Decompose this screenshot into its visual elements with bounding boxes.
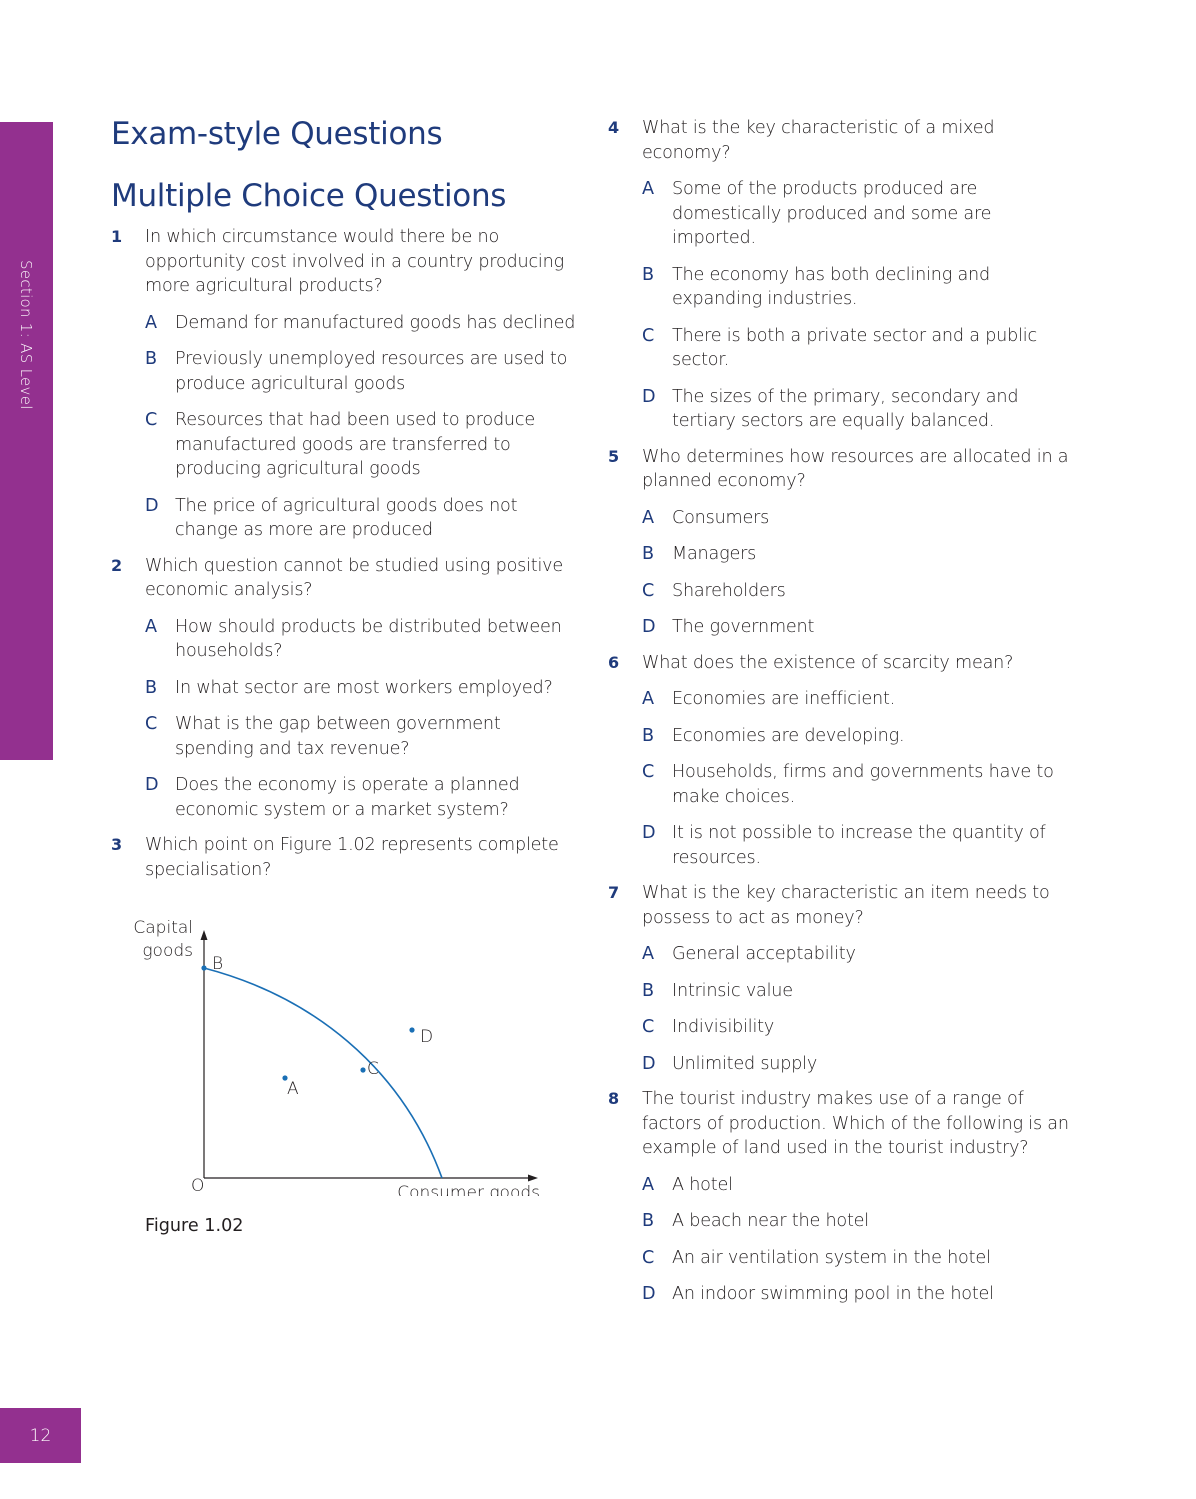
option-c[interactable] (111, 408, 581, 482)
option-letter: D (642, 823, 656, 843)
option-letter: B (642, 980, 654, 1001)
point-a-label: A (287, 1079, 299, 1099)
option-letter: A (642, 689, 654, 709)
question-2 (111, 554, 581, 823)
question-number: 4 (608, 118, 619, 137)
question-text: What is the key characteristic an item needs to possess to act as money? (642, 883, 1050, 928)
option-c[interactable] (608, 1246, 1078, 1271)
option-letter: D (642, 617, 656, 637)
option-text: How should products be distributed between households? (175, 616, 562, 661)
question-text: Which question cannot be studied using positive economic analysis? (145, 555, 564, 600)
point-b-marker (201, 965, 206, 970)
option-b[interactable] (608, 979, 1078, 1004)
option-text: There is both a private sector and a public sector. (672, 325, 1037, 370)
option-letter: D (145, 495, 159, 516)
question-number: 1 (111, 227, 122, 246)
option-letter: B (642, 544, 654, 564)
option-letter: B (642, 1211, 654, 1231)
page-number: 12 (0, 1408, 81, 1463)
option-text: Economies are developing. (672, 725, 905, 746)
point-d-marker (409, 1027, 414, 1032)
option-letter: B (145, 349, 157, 369)
option-a[interactable] (608, 177, 1078, 251)
option-text: Intrinsic value (672, 980, 793, 1001)
option-letter: C (145, 410, 158, 430)
option-a[interactable] (111, 311, 581, 336)
point-c-label: C (367, 1059, 379, 1079)
option-text: In what sector are most workers employed? (175, 677, 553, 698)
option-text: Consumers (672, 507, 770, 528)
option-text: The economy has both declining and expanding industries. (672, 264, 990, 309)
option-b[interactable] (608, 724, 1078, 749)
option-text: Managers (672, 544, 757, 564)
option-a[interactable] (111, 615, 581, 664)
section-tab (0, 122, 53, 760)
question-text: In which circumstance would there be no opportunity cost involved in a country producing more agricultural products? (145, 227, 564, 296)
y-axis-label-line2: goods (142, 941, 193, 961)
option-b[interactable] (608, 542, 1078, 567)
option-letter: C (642, 1017, 655, 1037)
option-d[interactable] (608, 1052, 1078, 1077)
option-b[interactable] (111, 676, 581, 701)
option-a[interactable] (608, 1173, 1078, 1198)
ppc-diagram (111, 896, 581, 1196)
option-text: Economies are inefficient. (672, 689, 896, 709)
option-text: An indoor swimming pool in the hotel (672, 1284, 994, 1304)
point-b-label: B (212, 954, 224, 974)
question-number: 3 (111, 835, 122, 854)
ppc-curve (204, 968, 442, 1178)
option-c[interactable] (608, 1015, 1078, 1040)
question-number: 5 (608, 446, 619, 466)
figure-caption: Figure 1.02 (145, 1216, 244, 1236)
option-letter: C (145, 714, 158, 734)
option-text: The sizes of the primary, secondary and tertiary sectors are equally balanced. (672, 386, 1019, 431)
question-number: 8 (608, 1089, 619, 1108)
option-text: General acceptability (672, 944, 856, 964)
option-d[interactable] (111, 494, 581, 543)
point-d-label: D (420, 1027, 434, 1047)
option-letter: D (642, 1284, 656, 1304)
option-letter: A (642, 179, 654, 199)
option-d[interactable] (608, 385, 1078, 434)
option-text: Some of the products produced are domestically produced and some are imported. (672, 179, 992, 248)
option-letter: C (642, 762, 655, 782)
right-column (608, 116, 1078, 1307)
question-text: Which point on Figure 1.02 represents complete specialisation? (145, 835, 559, 880)
option-text: Indivisibility (672, 1017, 775, 1037)
option-letter: B (642, 725, 654, 746)
option-text: Households, firms and governments have to make choices. (672, 762, 1054, 807)
question-6 (608, 651, 1078, 871)
option-text: Demand for manufactured goods has declined (175, 312, 576, 333)
option-a[interactable] (608, 687, 1078, 712)
question-3 (111, 833, 581, 1256)
option-letter: B (642, 264, 654, 285)
question-5 (608, 445, 1078, 640)
option-letter: A (145, 616, 157, 637)
page-title: Exam-style Questions (111, 116, 443, 152)
x-axis-label: Consumer goods (397, 1183, 540, 1196)
option-text: Unlimited supply (672, 1053, 818, 1074)
y-axis-label-line1: Capital (133, 918, 193, 938)
option-letter: A (642, 944, 654, 964)
option-text: Does the economy is operate a planned economic system or a market system? (175, 775, 520, 820)
question-7 (608, 881, 1078, 1076)
section-label: Section 1: AS Level (17, 260, 35, 410)
origin-label: O (191, 1176, 205, 1196)
option-d[interactable] (608, 1282, 1078, 1307)
question-4 (608, 116, 1078, 434)
option-letter: C (642, 325, 655, 346)
option-d[interactable] (608, 821, 1078, 870)
option-letter: D (642, 1053, 656, 1074)
option-letter: A (642, 1174, 654, 1195)
question-1 (111, 225, 581, 543)
option-a[interactable] (608, 942, 1078, 967)
section-subtitle: Multiple Choice Questions (111, 178, 507, 214)
option-text: Shareholders (672, 580, 786, 601)
question-text: What is the key characteristic of a mixed economy? (642, 118, 995, 163)
question-number: 7 (608, 883, 619, 902)
option-c[interactable] (608, 760, 1078, 809)
option-text: Previously unemployed resources are used to produce agricultural goods (175, 349, 568, 394)
option-text: Resources that had been used to produce manufactured goods are transferred to producing agricultural goods (175, 410, 535, 479)
ppc-figure (111, 896, 581, 1256)
question-text: What does the existence of scarcity mean? (642, 652, 1014, 673)
question-text: Who determines how resources are allocated in a planned economy? (642, 446, 1069, 491)
option-letter: D (145, 775, 159, 795)
question-number: 2 (111, 555, 122, 575)
option-letter: D (642, 386, 656, 407)
question-8 (608, 1087, 1078, 1307)
option-b[interactable] (608, 263, 1078, 312)
question-text: The tourist industry makes use of a range of factors of production. Which of the following is an example of land used in the tourist industry? (642, 1089, 1069, 1158)
option-a[interactable] (608, 506, 1078, 531)
y-axis-arrow (201, 930, 208, 940)
point-c-marker (360, 1067, 365, 1072)
option-text: What is the gap between government spending and tax revenue? (175, 714, 501, 759)
option-letter: A (145, 312, 157, 333)
option-text: It is not possible to increase the quantity of resources. (672, 823, 1046, 868)
question-number: 6 (608, 652, 619, 672)
option-letter: A (642, 507, 654, 528)
option-b[interactable] (111, 347, 581, 396)
option-text: The government (672, 617, 815, 637)
option-b[interactable] (608, 1209, 1078, 1234)
option-d[interactable] (111, 773, 581, 822)
x-axis-arrow (528, 1175, 538, 1182)
option-c[interactable] (608, 324, 1078, 373)
option-text: The price of agricultural goods does not change as more are produced (175, 495, 518, 540)
option-letter: C (642, 580, 655, 601)
option-d[interactable] (608, 615, 1078, 640)
option-text: A hotel (672, 1174, 733, 1195)
left-column (111, 225, 581, 1256)
option-text: A beach near the hotel (672, 1211, 869, 1231)
option-c[interactable] (111, 712, 581, 761)
option-text: An air ventilation system in the hotel (672, 1247, 991, 1268)
option-letter: B (145, 677, 157, 698)
option-letter: C (642, 1247, 655, 1268)
option-c[interactable] (608, 579, 1078, 604)
